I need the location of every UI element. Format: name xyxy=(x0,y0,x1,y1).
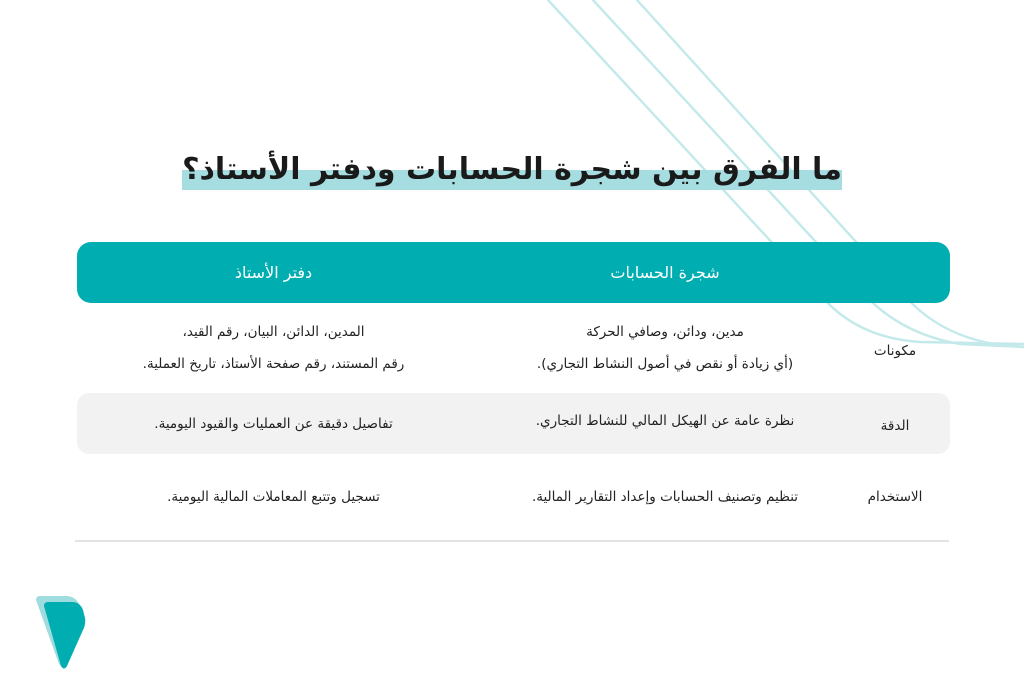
cell-chart-of-accounts xyxy=(470,456,860,538)
cell-chart-of-accounts xyxy=(470,393,860,454)
brand-logo-icon xyxy=(34,594,88,670)
header-general-ledger: دفتر الأستاذ xyxy=(234,263,313,282)
table-row xyxy=(77,305,950,391)
title-connector: و xyxy=(376,152,407,187)
row-label-text: مكونات xyxy=(873,343,917,359)
table-row xyxy=(77,456,950,538)
cell-line: نظرة عامة عن الهيكل المالي للنشاط التجاري. xyxy=(535,412,795,429)
row-label-text: الدقة xyxy=(880,417,910,434)
cell-general-ledger xyxy=(77,456,470,538)
cell-general-ledger xyxy=(77,305,470,391)
divider xyxy=(75,540,949,542)
header-chart-of-accounts: شجرة الحسابات xyxy=(610,263,720,282)
cell-line: مدين، ودائن، وصافي الحركة xyxy=(586,324,744,340)
title-highlight-term-1: شجرة الحسابات xyxy=(406,152,642,187)
title-suffix: ؟ xyxy=(182,152,200,187)
cell-general-ledger xyxy=(77,393,470,454)
table-row xyxy=(77,393,950,454)
title-container xyxy=(0,148,1024,192)
row-label-text: الاستخدام xyxy=(867,489,923,505)
cell-line: المدين، الدائن، البيان، رقم القيد، xyxy=(182,324,365,340)
table-header xyxy=(77,242,950,303)
cell-chart-of-accounts xyxy=(470,305,860,391)
page-title xyxy=(182,148,842,192)
cell-line: تنظيم وتصنيف الحسابات وإعداد التقارير المالية. xyxy=(531,489,799,505)
cell-line: تسجيل وتتبع المعاملات المالية اليومية. xyxy=(167,489,380,505)
comparison-table xyxy=(77,242,950,538)
title-highlight-term-2: دفتر الأستاذ xyxy=(199,152,377,187)
cell-line: رقم المستند، رقم صفحة الأستاذ، تاريخ العملية. xyxy=(142,356,405,372)
cell-line: (أي زيادة أو نقص في أصول النشاط التجاري). xyxy=(536,356,794,372)
title-prefix: ما الفرق بين xyxy=(641,152,842,187)
cell-line: تفاصيل دقيقة عن العمليات والقيود اليومية. xyxy=(154,415,393,432)
